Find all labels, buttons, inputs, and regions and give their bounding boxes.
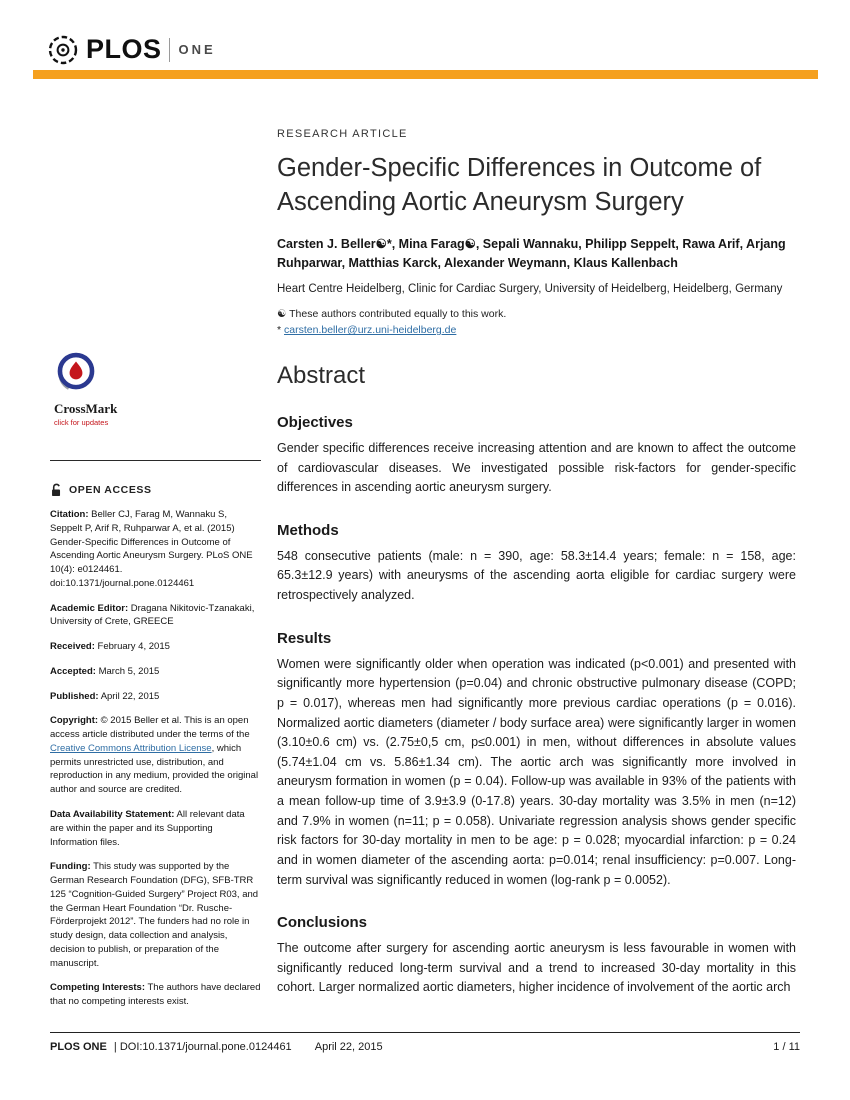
data-availability-text: All relevant data are within the paper and its Supporting Information files. <box>50 809 245 848</box>
equal-contribution-note: ☯ These authors contributed equally to this work. <box>277 307 507 320</box>
article-title: Gender-Specific Differences in Outcome of Ascending Aortic Aneurysm Surgery <box>277 154 762 216</box>
competing-interests-text: The authors have declared that no competing interests exist. <box>50 982 261 1008</box>
footer-citation <box>50 1041 383 1053</box>
objectives-text: Gender specific differences receive increasing attention and are known to affect the outcome of cardiovascular diseases. We investigated possible risk-factors for gender-specific differences in ascending aortic aneurysm surgery. <box>277 440 796 495</box>
funding-note <box>50 860 261 970</box>
citation-note <box>50 508 261 591</box>
page-footer <box>50 1032 800 1053</box>
accepted-label: Accepted: <box>50 665 96 677</box>
affiliation: Heart Centre Heidelberg, Clinic for Cardiac Surgery, University of Heidelberg, Heidelberg, Germany <box>277 283 783 296</box>
data-availability-note <box>50 808 261 849</box>
footer-doi: | DOI:10.1371/journal.pone.0124461 <box>113 1041 292 1053</box>
received-note <box>50 640 261 654</box>
sidebar-divider <box>50 460 261 461</box>
copyright-note <box>50 714 261 797</box>
footer-journal: PLOS ONE <box>50 1041 107 1053</box>
accepted-date: March 5, 2015 <box>98 665 160 677</box>
methods-text: 548 consecutive patients (male: n = 390, age: 58.3±14.4 years; female: n = 158, age: 65.3±12.9 years) with aneurysms of the ascending aorta eligible for cardiac surgery were retrospectively analyzed. <box>277 548 796 603</box>
academic-editor-text: Dragana Nikitovic-Tzanakaki, University of Crete, GREECE <box>50 602 255 628</box>
copyright-label: Copyright: <box>50 715 99 727</box>
funding-label: Funding: <box>50 861 91 873</box>
footer-date: April 22, 2015 <box>314 1041 383 1053</box>
published-label: Published: <box>50 690 99 702</box>
data-availability-label: Data Availability Statement: <box>50 809 175 821</box>
article-type-label: RESEARCH ARTICLE <box>277 128 408 140</box>
corresponding-author-line <box>277 324 796 336</box>
abstract-heading: Abstract <box>277 361 366 389</box>
sidebar <box>50 350 261 1009</box>
author-list: Carsten J. Beller☯*, Mina Farag☯, Sepali Wannaku, Philipp Seppelt, Rawa Arif, Arjang Ruhparwar, Matthias Karck, Alexander Weymann, Klaus Kallenbach <box>277 237 786 271</box>
citation-text: Beller CJ, Farag M, Wannaku S, Seppelt P, Arif R, Ruhparwar A, et al. (2015) Gender-Specific Differences in Outcome of Ascending Aortic Aneurysm Surgery. PLoS ONE 10(4): e0124461. doi:10.1371/journal.pone.0124461 <box>50 509 253 589</box>
received-label: Received: <box>50 641 95 653</box>
crossmark-icon <box>54 350 98 394</box>
accent-bar <box>33 70 818 79</box>
journal-masthead <box>48 34 216 65</box>
corresponding-author-marker: * <box>277 323 282 336</box>
objectives-heading: Objectives <box>277 413 353 431</box>
academic-editor-note <box>50 602 261 630</box>
article-content <box>277 128 796 998</box>
logo-divider <box>169 38 170 62</box>
published-date: April 22, 2015 <box>100 690 160 702</box>
academic-editor-label: Academic Editor: <box>50 602 129 614</box>
conclusions-text: The outcome after surgery for ascending aortic aneurysm is less favourable in women with significantly reduced long-term survival and a trend to increased 30-day mortality in this cohort. Larger normalized aortic diameters, higher incidence of involvement of the aortic arch <box>277 941 796 995</box>
competing-interests-label: Competing Interests: <box>50 982 146 994</box>
open-lock-icon <box>50 483 63 497</box>
cc-license-link[interactable]: Creative Commons Attribution License <box>50 742 212 754</box>
copyright-text-after: , which permits unrestricted use, distribution, and reproduction in any medium, provided the original author and source are credited. <box>50 742 259 796</box>
accepted-note <box>50 665 261 679</box>
received-date: February 4, 2015 <box>97 641 170 653</box>
methods-heading: Methods <box>277 521 339 539</box>
conclusions-heading: Conclusions <box>277 914 368 932</box>
published-note <box>50 690 261 704</box>
plos-logo-text: PLOS <box>86 34 162 64</box>
copyright-text-before: © 2015 Beller et al. This is an open access article distributed under the terms of the <box>50 715 250 741</box>
funding-text: This study was supported by the German Research Foundation (DFG), SFB-TRR 125 “Cognition-Guided Surgery” Project R03, and the German Heart Foundation “Dr. Rusche-Förderprojekt 2012”. The funders had no role in study design, data collection and analysis, decision to publish, or preparation of the manuscript. <box>50 861 259 969</box>
open-access-badge <box>50 483 261 497</box>
page-number: 1 / 11 <box>773 1041 800 1053</box>
plos-logo-icon <box>48 35 78 65</box>
results-heading: Results <box>277 629 332 647</box>
journal-name: ONE <box>178 42 216 57</box>
crossmark-subtitle: click for updates <box>54 418 109 427</box>
results-text: Women were significantly older when operation was indicated (p<0.001) and presented with significantly more hypertension (p=0.04) and chronic obstructive pulmonary disease (COPD; p = 0.017), whereas men had significantly more previous cardiac operations (p = 0.016). Normalized aortic diameters (diameter / body surface area) were significantly larger in women (3.10±0.6 cm) vs. (2.75±0,5 cm, p≤0.001) in men, without differences in absolute values (5.74±1.04 cm vs. 5.86±1.34 cm). The aortic arch was significantly more involved in aneurysm formation in women (p = 0.04). Follow-up was available in 93% of the patients with a mean follow-up time of 3.9±3.9 (0-17.8) years. 30-day mortality was 3.5% in men (n=12) and 7.9% in women (n=11; p = 0.058). Univariate regression analysis shows gender specific risk factors for 30-day mortality in men to be age: p = 0.028; myocardial infarction: p = 0.24 and in women diameter of the ascending aorta: p=0.014; renal insufficiency: p=0.007. Long-term survival was significantly reduced in women (log-rank p = 0.0052). <box>277 656 796 887</box>
crossmark-title: CrossMark <box>54 401 118 416</box>
competing-interests-note <box>50 981 261 1009</box>
open-access-label: OPEN ACCESS <box>69 484 152 496</box>
crossmark-badge[interactable] <box>54 350 117 427</box>
citation-label: Citation: <box>50 509 89 520</box>
email-link[interactable]: carsten.beller@urz.uni-heidelberg.de <box>284 323 457 336</box>
